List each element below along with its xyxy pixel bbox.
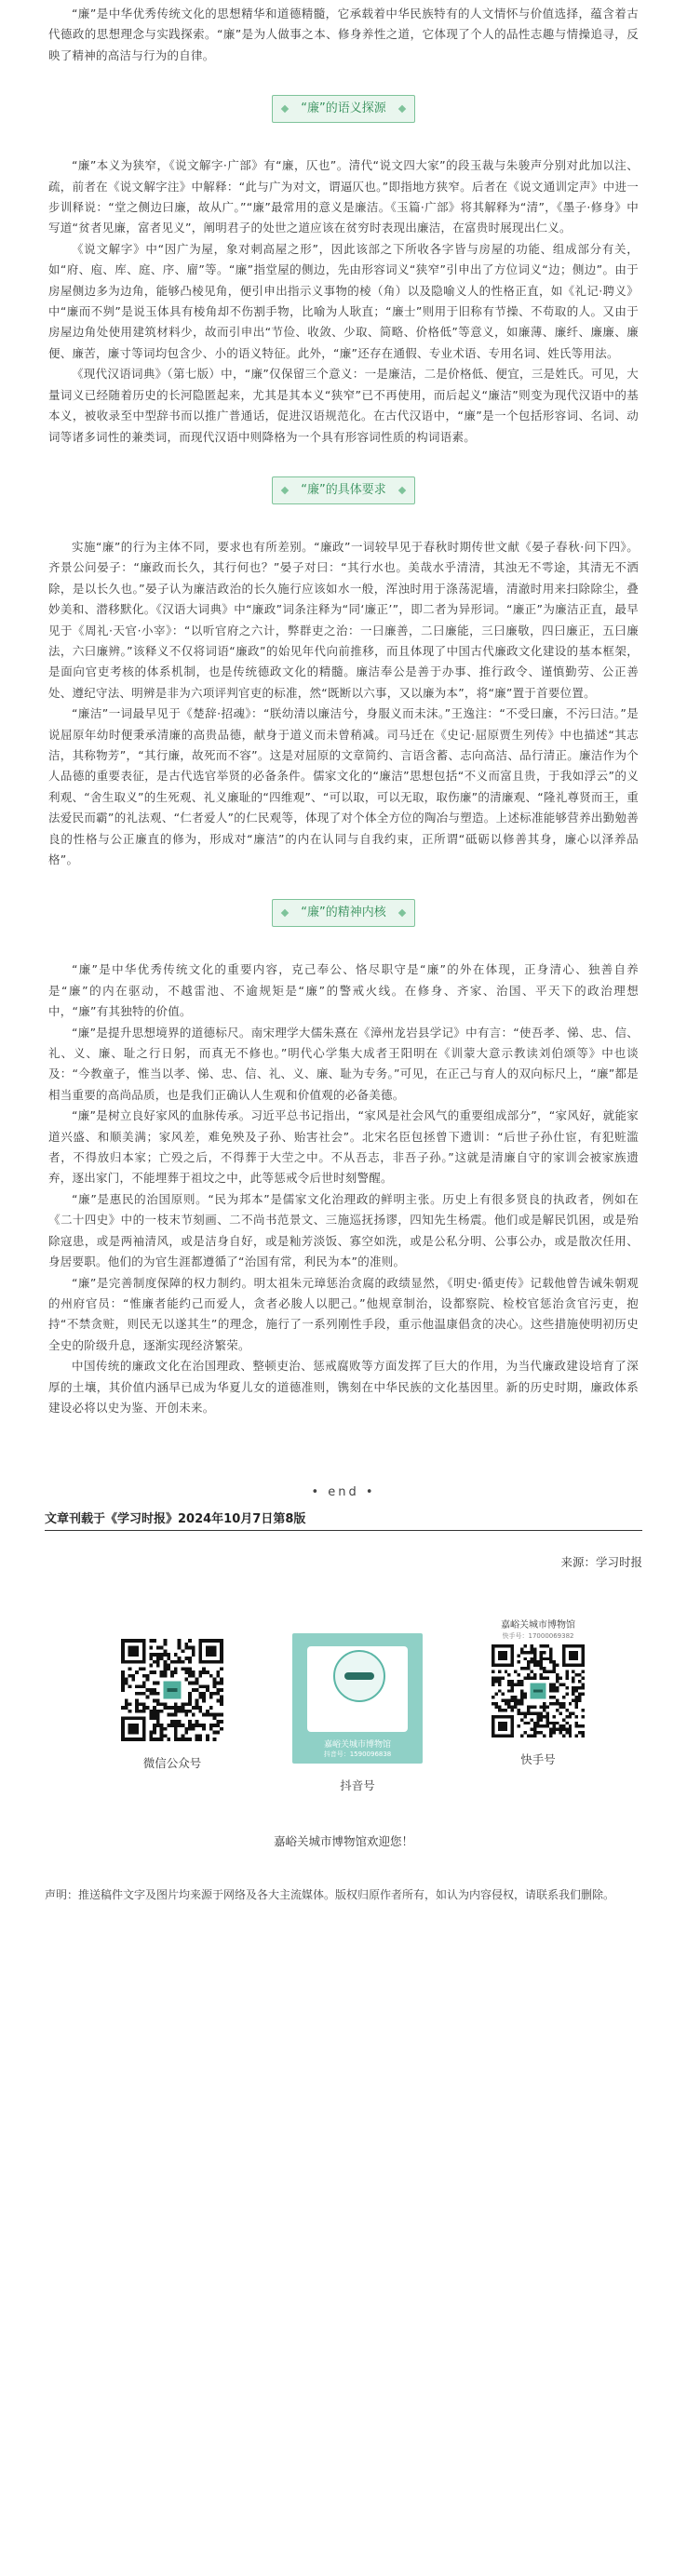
douyin-card[interactable] [292, 1633, 423, 1764]
welcome-text: 嘉峪关城市博物馆欢迎您！ [273, 1834, 413, 1849]
section1-paragraph: 《现代汉语词典》（第七版）中，“廉”仅保留三个意义：一是廉洁，二是价格低、便宜，三是姓氏。可见，大量词义已经随着历史的长河隐匿起来，尤其是其本义“狭窄”已不再使用，而后起义“廉洁”则变为现代汉语中的基本义，被收录至中型辞书而以推广普通话，促进汉语规范化。在古代汉语中，“廉”是一个包括形容词、名词、动词等诸多词性的兼类词，而现代汉语中则降格为一个具有形容词性质的构词语素。 [48, 367, 639, 444]
qr-caption: 快手号 [520, 1752, 556, 1767]
section3-paragraph: “廉”是树立良好家风的血脉传承。习近平总书记指出，“家风是社会风气的重要组成部分”，“家风好，就能家道兴盛、和顺美满；家风差，难免殃及子孙、贻害社会”。北宋名臣包拯曾下遗训：“后世子孙仕宦，有犯赃滥者，不得放归本家；亡殁之后，不得葬于大茔之中。不从吾志，非吾子孙。”这就是清廉自守的家训会被家族遗弃，逐出家门，不能埋葬于祖坟之中，此等惩戒令后世时刻警醒。 [48, 1108, 639, 1186]
source-credit: 来源：学习时报 [560, 1555, 642, 1570]
disclaimer-text: 声明：推送稿件文字及图片均来源于网络及各大主流媒体。版权归原作者所有，如认为内容侵权，请联系我们删除。 [45, 1888, 615, 1902]
section-title: “廉”的具体要求 [272, 476, 414, 504]
kuaishou-card-title: 嘉峪关城市博物馆 [501, 1620, 575, 1631]
section1-paragraph: 《说文解字》中“因广为屋，象对刺高屋之形”，因此该部之下所收各字皆与房屋的功能、组成部分有关，如“府、庖、库、庭、序、廇”等。“廉”指堂屋的侧边，先由形容词义“狭窄”引申出了方位词义“边；侧边”。由于房屋侧边多为边角，能够凸棱见角，便引申出指示义事物的棱（角）以及隐喻义人的性格正直，如《礼记·聘义》中“廉而不刿”是说玉体具有棱角却不伤割手物，比喻为人耿直；“廉士”则用于旧称有节操、不苟取的人。又由于房屋边角处使用建筑材料少，故而引申出“节俭、收敛、少取、简略、价格低”等意义，如廉薄、廉纤、廉廉、廉便、廉苦，廉寸等词均包含少、小的语义特征。此外，“廉”还存在通假、专业术语、专用名词、姓氏等用法。 [48, 241, 639, 360]
section3-paragraph: “廉”是中华优秀传统文化的重要内容，克己奉公、恪尽职守是“廉”的外在体现，正身清心、独善自养是“廉”的内在驱动，不越雷池、不逾规矩是“廉”的警戒火线。在修身、齐家、治国、平天下的政治理想中，“廉”有其独特的价值。 [48, 962, 639, 1019]
section-heading-requirements [0, 472, 687, 509]
section3-paragraph: “廉”是提升思想境界的道德标尺。南宋理学大儒朱熹在《漳州龙岩县学记》中有言：“使吾孝、悌、忠、信、礼、义、廉、耻之行日躬，而真无不修也。”明代心学集大成者王阳明在《训蒙大意示教读刘伯颂等》中也谈及：“今教童子，惟当以孝、悌、忠、信、礼、义、廉、耻为专务。”可见，在正己与育人的双向标尺上，“廉”都是相当重要的高尚品质，也是我们正确认人生观和价值观的必备美德。 [48, 1025, 639, 1102]
publication-source: 文章刊载于《学习时报》2024年10月7日第8版 [45, 1509, 642, 1531]
section-title: “廉”的语义探源 [272, 95, 414, 123]
section2-paragraph: “廉洁”一词最早见于《楚辞·招魂》：“朕幼清以廉洁兮，身服义而未沫。”王逸注：“不受曰廉，不污曰洁。”是说屈原年幼时便秉承清廉的高贵品德，献身于道义而未曾稍减。司马迁在《史记·屈原贾生列传》中也描述“其志洁，其称物芳”，“其行廉，故死而不容”。这是对屈原的文章简约、言语含蓄、志向高洁、品行清正。廉洁作为个人品德的重要表征，是古代选官举贤的必备条件。儒家文化的“廉洁”思想包括“不义而富且贵，于我如浮云”的义利观、“舍生取义”的生死观、礼义廉耻的“四维观”、“可以取，可以无取，取伤廉”的清廉观、“隆礼尊贤而王，重法爱民而霸”的礼法观、“仁者爱人”的仁民观等，体现了对个体全方位的陶冶与塑造。上述标准能够营养出勤勉善良的性格与公正廉直的修为，形成对“廉洁”的内在认同与自我约束，正所谓“砥砺以修善其身，廉心以泽养品格”。 [48, 706, 639, 866]
section3-paragraph: “廉”是惠民的治国原则。“民为邦本”是儒家文化治理政的鲜明主张。历史上有很多贤良的执政者，例如在《二十四史》中的一枝末节刻画、二不尚书范景文、三施巡抚扬谬，四知先生杨震。他们或是解民饥困，或是殆除寇患，或是两袖清风，或是洁身自好，或是籼芳淡饭、寡空如洗，或是公私分明、公事公办，或是散次任用、身居要职。他们的为官生涯都遵循了“治国有常，利民为本”的准则。 [48, 1191, 639, 1269]
douyin-qr-item [292, 1633, 423, 1793]
end-mark: • end • [311, 1485, 376, 1500]
section-title: “廉”的精神内核 [272, 899, 414, 927]
qr-caption: 抖音号 [340, 1778, 375, 1793]
wechat-qr-item [121, 1639, 223, 1771]
museum-logo-icon [333, 1650, 385, 1702]
douyin-card-name: 嘉峪关城市博物馆 [323, 1740, 391, 1751]
section-heading-spirit [0, 894, 687, 932]
section3-paragraph: 中国传统的廉政文化在治国理政、整顿吏治、惩戒腐败等方面发挥了巨大的作用，为当代廉政建设培育了深厚的土壤，其价值内涵早已成为华夏儿女的道德准则，镌刻在中华民族的文化基因里。新的历史时期，廉政体系建设必将以史为鉴、开创未来。 [48, 1359, 639, 1415]
qr-code-row [121, 1620, 585, 1793]
kuaishou-qr-code[interactable] [492, 1644, 585, 1737]
section3-paragraph: “廉”是完善制度保障的权力制约。明太祖朱元璋惩治贪腐的政绩显然，《明史·循吏传》记载他曾告诫朱朝观的州府官员：“惟廉者能约己而爱人，贪者必朘人以肥己。”他规章制治，设都察院、检校官惩治贪官污吏，抱持“不禁贪赃，则民无以遂其生”的理念，施行了一系列刚性手段，重示他温康倡贪的决心。这些措施使明初历史全史的阶级升息，逐渐实现经济繁荣。 [48, 1275, 639, 1352]
douyin-card-id: 抖音号：1590096838 [323, 1751, 392, 1759]
qr-caption: 微信公众号 [142, 1756, 202, 1771]
wechat-qr-code[interactable] [121, 1639, 223, 1741]
section1-paragraph: “廉”本义为狭窄，《说文解字·广部》有“廉，仄也”。清代“说文四大家”的段玉裁与朱骏声分别对此加以注、疏，前者在《说文解字注》中解释：“此与广为对文，谓逼仄也。”即指地方狭窄。后者在《说文通训定声》中进一步训释说：“堂之侧边曰廉，故从广。”“廉”最常用的意义是廉洁。《玉篇·广部》将其解释为“清”，《墨子·修身》中写道“贫者见廉，富者见义”，阐明君子的处世之道应该在贫穷时表现出廉洁，在富贵时展现出仁义。 [48, 158, 639, 235]
section-heading-semantics [0, 90, 687, 127]
kuaishou-qr-item [492, 1620, 585, 1767]
kuaishou-card-sub: 快手号：17000069382 [502, 1632, 574, 1641]
intro-paragraph: “廉”是中华优秀传统文化的思想精华和道德精髓，它承载着中华民族特有的人文情怀与价值选择，蕴含着古代德政的思想理念与实践探索。“廉”是为人做事之本、修身养性之道，它体现了个人的品性志趣与情操追寻，反映了精神的高洁与行为的自律。 [48, 7, 639, 62]
section2-paragraph: 实施“廉”的行为主体不同，要求也有所差别。“廉政”一词较早见于春秋时期传世文献《晏子春秋·问下四》。齐景公问晏子：“廉政而长久，其行何也？”晏子对曰：“其行水也。美哉水乎清清，其浊无不雩途，其清无不洒除，是以长久也。”晏子认为廉洁政治的长久施行应该如水一般，浑浊时用于涤荡泥墙，清澈时用来扫除除尘，叠妙美和、潜移默化。《汉语大词典》中“廉政”词条注释为“同‘廉正’”，即二者为异形词。“廉正”为廉洁正直，最早见于《周礼·天官·小宰》：“以听官府之六计，弊群吏之治：一曰廉善，二曰廉能，三曰廉敬，四曰廉正，五曰廉法，六曰廉辨。”该释义不仅将词语“廉政”的始见年代向前推移，而且体现了中国古代廉政文化建设的基本框架，是面向官吏考核的体系机制，也是传统德政文化的精髓。廉洁奉公是善于办事、推行政令、谨慎勤劳、公正善处、遵纪守法、明辨是非为六项评判官吏的标准，然“既断以六事，又以廉为本”，将“廉”置于首要位置。 [48, 539, 639, 700]
